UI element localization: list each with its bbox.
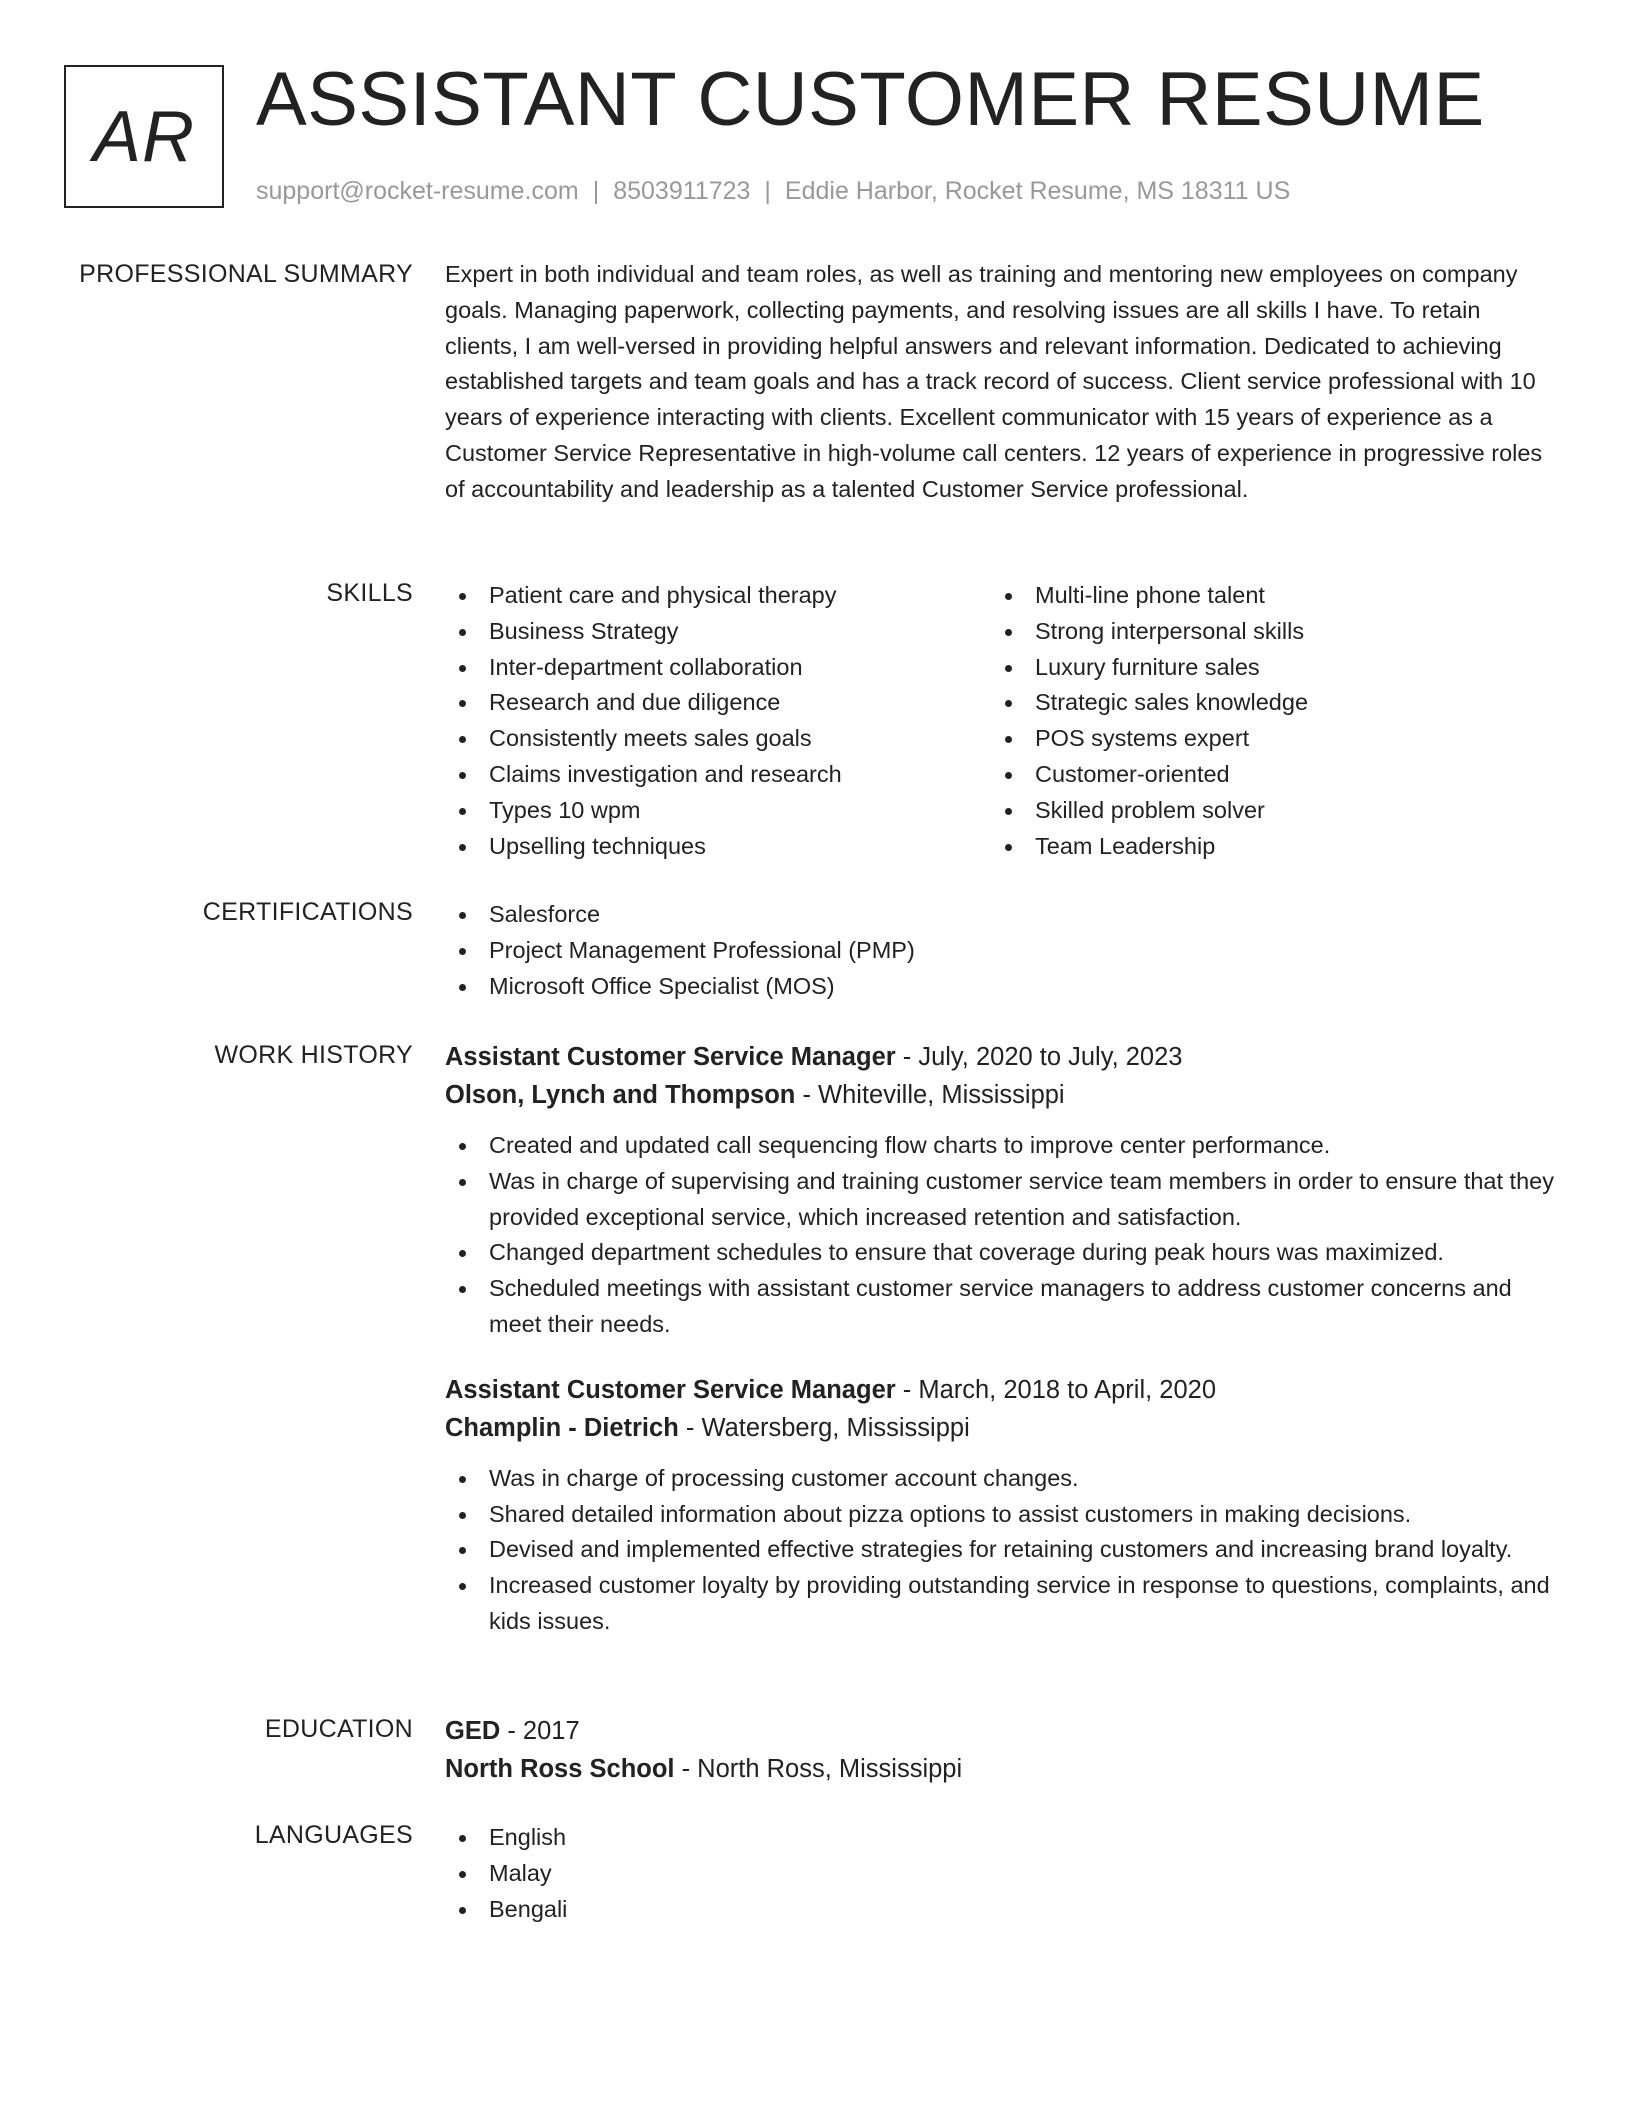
work-history-body: [445, 1038, 1560, 1640]
list-item: Luxury furniture sales: [991, 650, 1537, 686]
contact-phone: 8503911723: [613, 177, 751, 205]
contact-email: support@rocket-resume.com: [256, 177, 579, 205]
job-company: Olson, Lynch and Thompson: [445, 1081, 796, 1109]
list-item: Business Strategy: [445, 614, 991, 650]
job-company-line: [445, 1076, 1560, 1114]
list-item: Bengali: [445, 1892, 1560, 1928]
list-item: Devised and implemented effective strategies for retaining customers and increasing brand loyalty.: [445, 1532, 1560, 1568]
list-item: Malay: [445, 1856, 1560, 1892]
list-item: Claims investigation and research: [445, 757, 991, 793]
list-item: Upselling techniques: [445, 829, 991, 865]
languages-list: [445, 1820, 1560, 1927]
languages-body: [445, 1820, 1560, 1927]
job-dates: - March, 2018 to April, 2020: [895, 1375, 1217, 1404]
contact-line: [256, 176, 1290, 206]
list-item: English: [445, 1820, 1560, 1856]
list-item: Customer-oriented: [991, 757, 1537, 793]
list-item: POS systems expert: [991, 721, 1537, 757]
job-title: Assistant Customer Service Manager: [445, 1043, 896, 1071]
contact-separator: |: [764, 177, 771, 205]
job-title-line: [445, 1371, 1560, 1409]
education-degree: GED: [445, 1717, 501, 1745]
list-item: Team Leadership: [991, 829, 1537, 865]
job-location: - Whiteville, Mississippi: [795, 1081, 1065, 1109]
education-school-line: [445, 1750, 1560, 1788]
job-duties-list: [445, 1461, 1560, 1640]
list-item: Scheduled meetings with assistant customer service managers to address customer concerns and meet their needs.: [445, 1271, 1560, 1343]
list-item: Patient care and physical therapy: [445, 578, 991, 614]
list-item: Changed department schedules to ensure that coverage during peak hours was maximized.: [445, 1235, 1560, 1271]
education-degree-line: [445, 1712, 1560, 1750]
list-item: Skilled problem solver: [991, 793, 1537, 829]
education-body: [445, 1712, 1560, 1788]
summary-body: [445, 259, 1560, 508]
job-dates: - July, 2020 to July, 2023: [895, 1043, 1183, 1071]
section-label-skills: SKILLS: [326, 579, 413, 607]
list-item: Inter-department collaboration: [445, 650, 991, 686]
list-item: Salesforce: [445, 897, 1560, 933]
education-year: - 2017: [500, 1717, 580, 1745]
skills-body: [445, 578, 1560, 864]
list-item: Created and updated call sequencing flow charts to improve center performance.: [445, 1128, 1560, 1164]
summary-text: Expert in both individual and team roles, as well as training and mentoring new employees on company goals. Managing paperwork, collecting payments, and resolving issues are all skills I have. To retain clients, I am well-versed in providing helpful answers and relevant information. Dedicated to achieving established targets and team goals and has a track record of success. Client service professional with 10 years of experience interacting with clients. Excellent communicator with 15 years of experience as a Customer Service Representative in high-volume call centers. 12 years of experience in progressive roles of accountability and leadership as a talented Customer Service professional.: [445, 261, 1543, 502]
list-item: Project Management Professional (PMP): [445, 933, 1560, 969]
certifications-body: [445, 897, 1560, 1004]
contact-separator: |: [592, 177, 600, 205]
section-label-work-history: WORK HISTORY: [214, 1041, 413, 1069]
list-item: Shared detailed information about pizza options to assist customers in making decisions.: [445, 1497, 1560, 1533]
list-item: Multi-line phone talent: [991, 578, 1537, 614]
education-school: North Ross School: [445, 1755, 675, 1783]
list-item: Was in charge of supervising and training customer service team members in order to ensure that they provided exceptional service, which increased retention and satisfaction.: [445, 1164, 1560, 1236]
section-label-education: EDUCATION: [264, 1715, 413, 1743]
list-item: Types 10 wpm: [445, 793, 991, 829]
list-item: Was in charge of processing customer account changes.: [445, 1461, 1560, 1497]
skills-list-right: [991, 578, 1537, 864]
list-item: Research and due diligence: [445, 685, 991, 721]
list-item: Microsoft Office Specialist (MOS): [445, 969, 1560, 1005]
contact-address: Eddie Harbor, Rocket Resume, MS 18311 US: [784, 177, 1291, 205]
section-label-languages: LANGUAGES: [254, 1821, 413, 1849]
skills-list-left: [445, 578, 991, 864]
job-entry: [445, 1371, 1560, 1640]
job-company-line: [445, 1409, 1560, 1447]
job-location: - Watersberg, Mississippi: [678, 1413, 970, 1442]
job-duties-list: [445, 1128, 1560, 1343]
list-item: Strong interpersonal skills: [991, 614, 1537, 650]
job-entry: [445, 1038, 1560, 1343]
section-label-certifications: CERTIFICATIONS: [202, 898, 413, 926]
certifications-list: [445, 897, 1560, 1004]
monogram-box: [64, 65, 224, 208]
resume-title: ASSISTANT CUSTOMER RESUME: [256, 57, 1485, 142]
education-location: - North Ross, Mississippi: [674, 1755, 963, 1783]
list-item: Consistently meets sales goals: [445, 721, 991, 757]
job-title: Assistant Customer Service Manager: [445, 1375, 896, 1404]
job-title-line: [445, 1038, 1560, 1076]
list-item: Strategic sales knowledge: [991, 685, 1537, 721]
list-item: Increased customer loyalty by providing outstanding service in response to questions, complaints, and kids issues.: [445, 1568, 1560, 1640]
job-company: Champlin - Dietrich: [445, 1413, 679, 1442]
monogram-initials: AR: [92, 96, 196, 177]
section-label-summary: PROFESSIONAL SUMMARY: [79, 260, 413, 288]
